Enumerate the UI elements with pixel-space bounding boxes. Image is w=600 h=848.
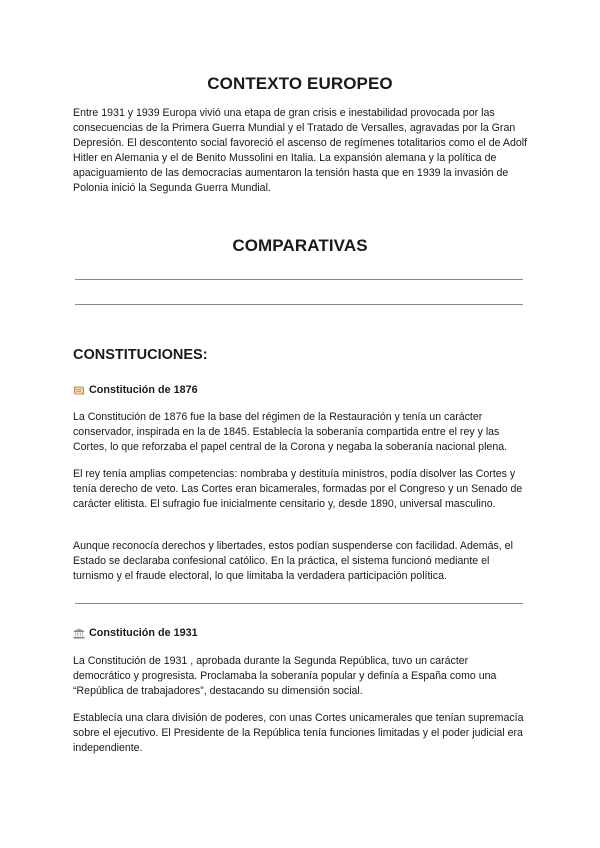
comparativas-line-1 [75, 279, 523, 280]
c1931-heading [73, 627, 198, 639]
c1876-title: Constitución de 1876 [89, 384, 198, 396]
scroll-icon [73, 385, 85, 396]
c1931-paragraph-1: La Constitución de 1931 , aprobada durante la Segunda República, tuvo un carácter democrático y progresista. Proclamaba la soberanía popular y definía a España como una “República de trabajadores”, destacando su dimensión social. [73, 655, 497, 697]
comparativas-line-2 [75, 304, 523, 305]
c1876-heading [73, 384, 198, 396]
constituciones-heading: CONSTITUCIONES: [73, 347, 208, 363]
c1931-paragraph-2: Establecía una clara división de poderes, con unas Cortes unicamerales que tenían supremacía sobre el ejecutivo. El Presidente de la República tenía funciones limitadas y el poder judicial era independiente. [73, 712, 524, 754]
c1876-paragraph-3: Aunque reconocía derechos y libertades, estos podían suspenderse con facilidad. Además, el Estado se declaraba confesional católico. En la práctica, el sistema funcionó mediante el turnismo y el fraude electoral, lo que limitaba la verdadera participación política. [73, 540, 513, 582]
comparativas-title: COMPARATIVAS [232, 236, 368, 255]
c1876-paragraph-1: La Constitución de 1876 fue la base del régimen de la Restauración y tenía un carácter conservador, inspirada en la de 1845. Establecía la soberanía compartida entre el rey y las Cortes, lo que reforzaba el papel central de la Corona y negaba la soberanía nacional plena. [73, 411, 508, 453]
section-divider [75, 603, 523, 604]
context-title: CONTEXTO EUROPEO [207, 74, 393, 93]
c1876-paragraph-2: El rey tenía amplias competencias: nombraba y destituía ministros, podía disolver las Cortes y tenía derecho de veto. Las Cortes eran bicamerales, formadas por el Congreso y un Senado de carácter elitista. El sufragio fue inicialmente censitario y, desde 1890, universal masculino. [73, 468, 523, 510]
classical-building-icon [73, 628, 85, 639]
c1931-title: Constitución de 1931 [89, 627, 198, 639]
context-paragraph: Entre 1931 y 1939 Europa vivió una etapa de gran crisis e inestabilidad provocada por las consecuencias de la Primera Guerra Mundial y el Tratado de Versalles, agravadas por la Gran Depresión. El descontento social favoreció el ascenso de regímenes totalitarios como el de Adolf Hitler en Alemania y el de Benito Mussolini en Italia. La expansión alemana y la política de apaciguamiento de las democracias aumentaron la tensión hasta que en 1939 la invasión de Polonia inició la Segunda Guerra Mundial. [73, 107, 528, 194]
